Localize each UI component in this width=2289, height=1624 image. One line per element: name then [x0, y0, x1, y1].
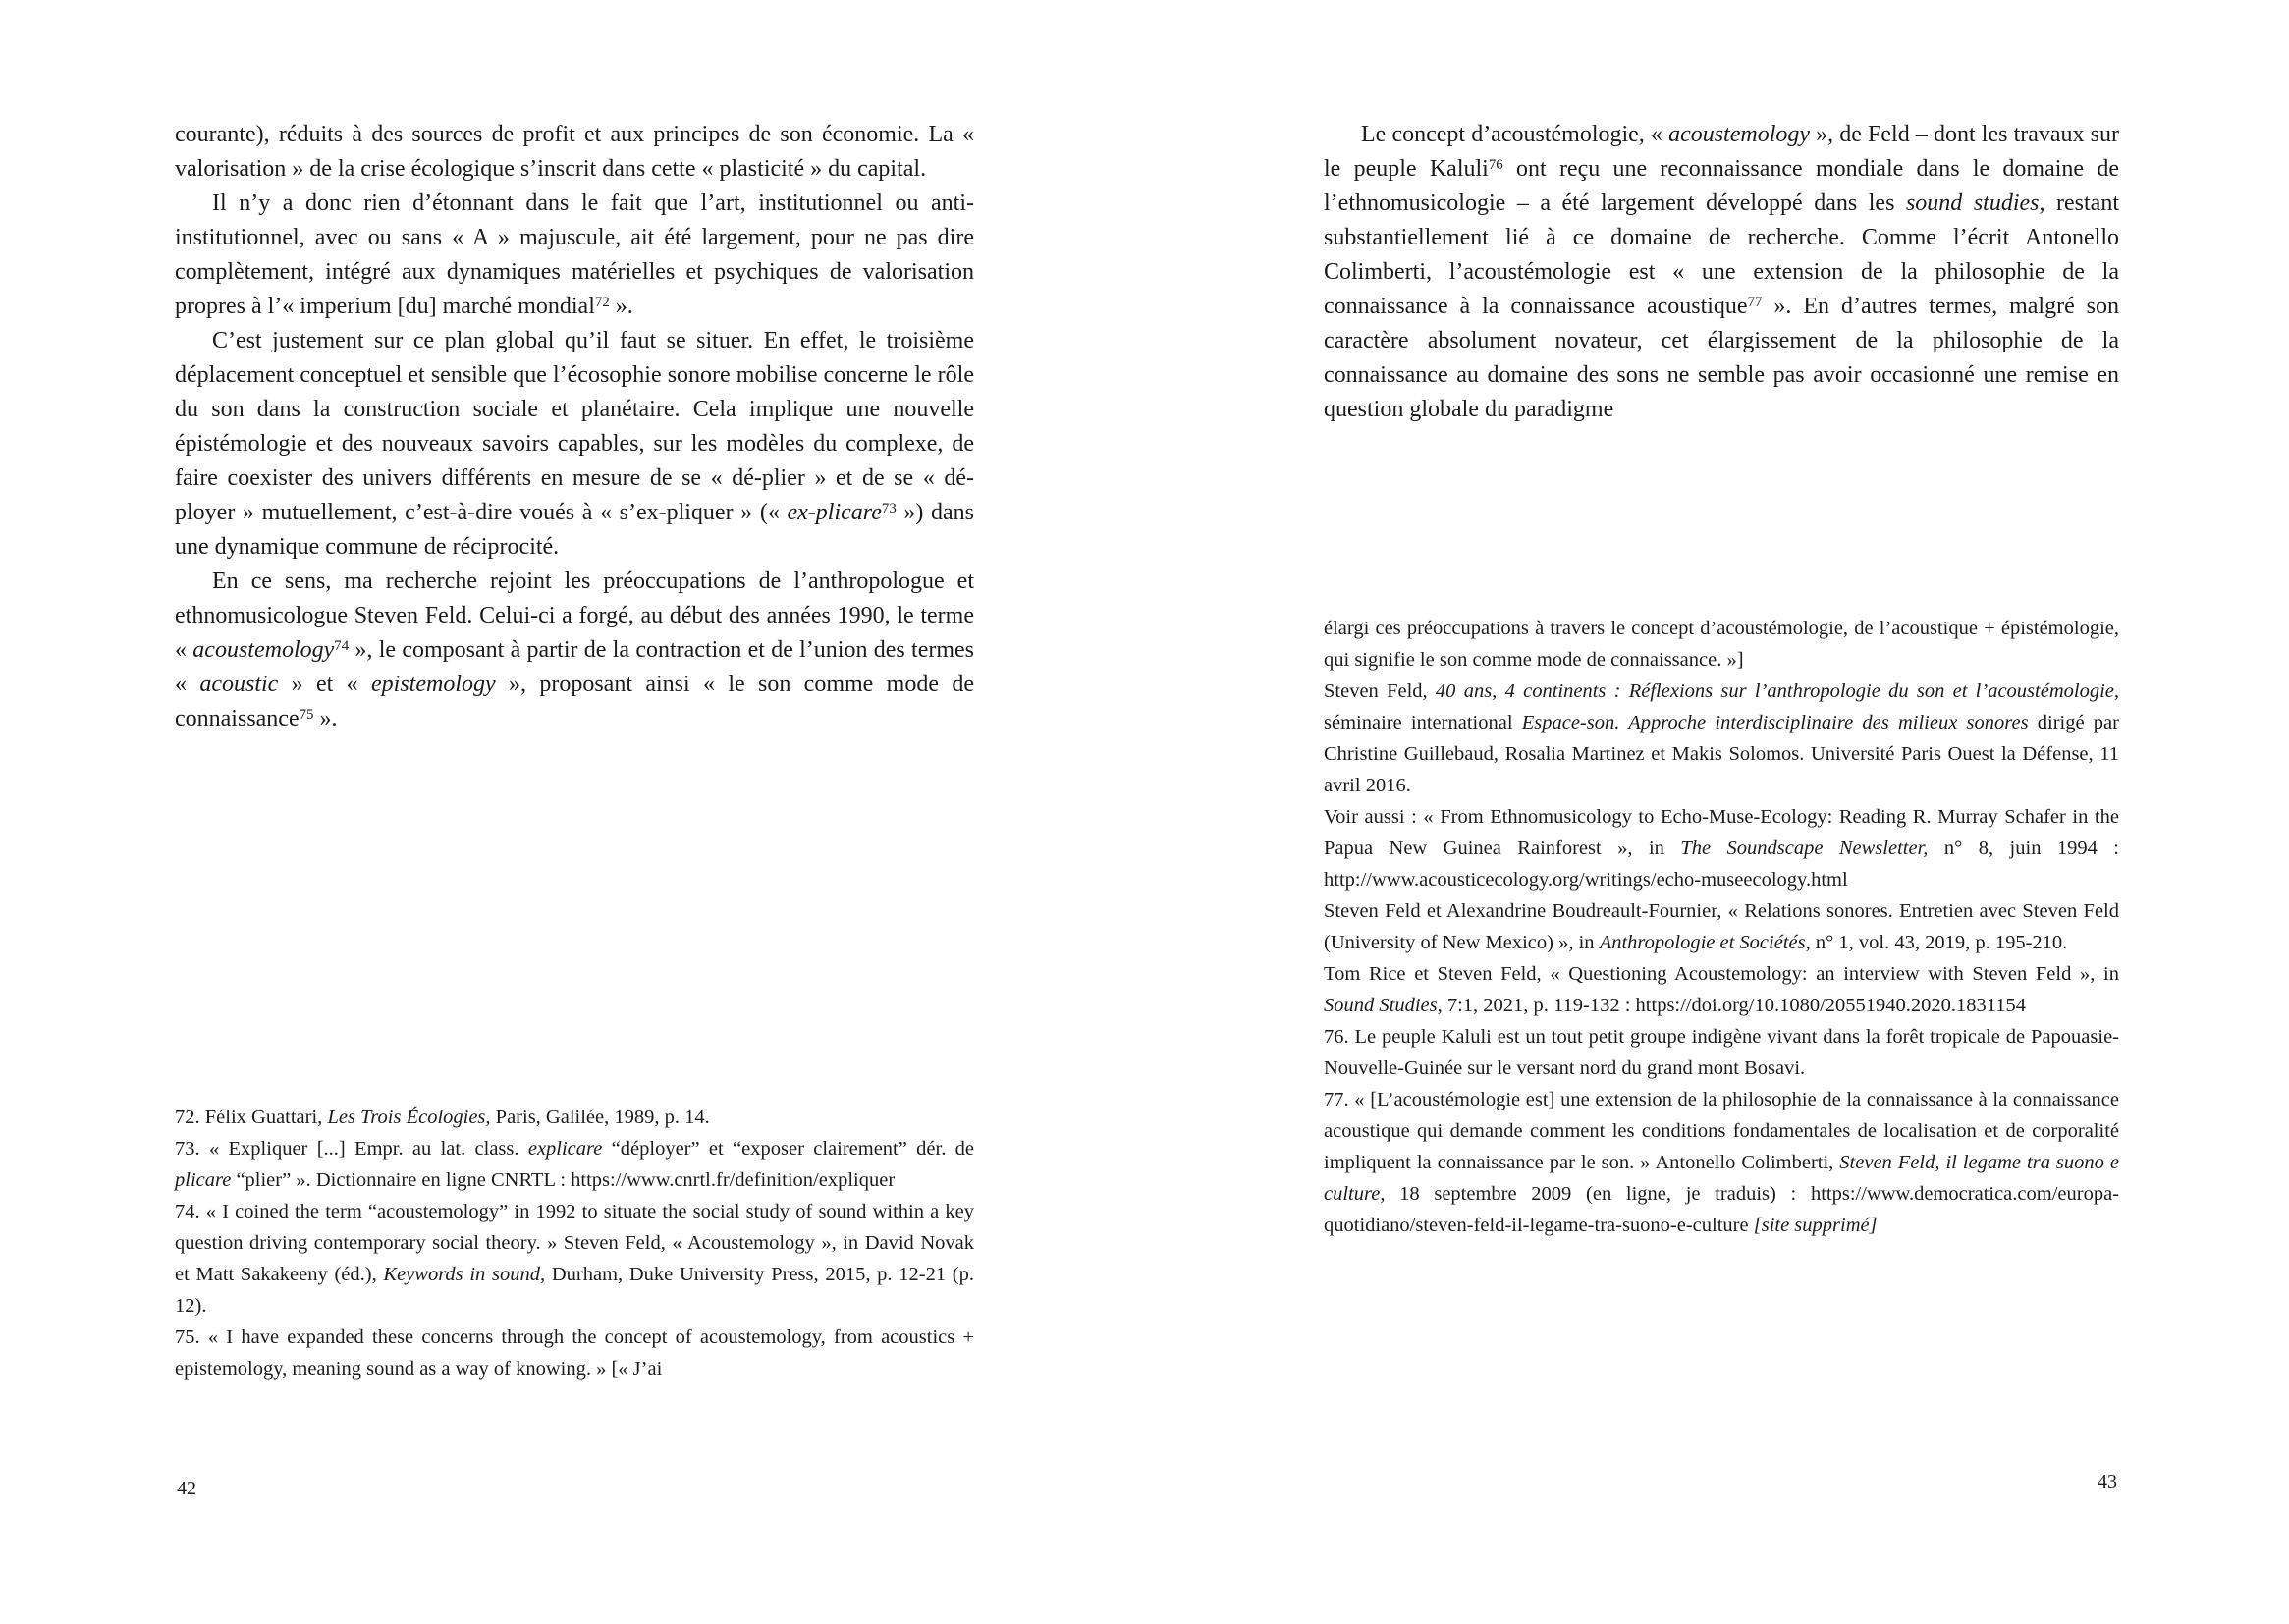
text-segment: élargi ces préoccupations à travers le concept d’acoustémologie, de l’acoustique + épistémologie, qui signifie le son comme mode de connaissance. »] [1324, 618, 2119, 671]
left-page [175, 0, 974, 1624]
text-segment: acoustemology [1668, 122, 1811, 147]
text-segment: , n° 1, vol. 43, 2019, p. 195-210. [1805, 932, 2068, 953]
text-segment: », le composant à partir de la contraction et de l’union des termes « [175, 637, 975, 697]
text-segment: epistemology [371, 672, 496, 697]
text-segment: Keywords in sound [383, 1264, 540, 1285]
text-segment: courante), réduits à des sources de profit et aux principes de son économie. La « valorisation » de la crise écologique s’inscrit dans cette « plasticité » du capital. [175, 122, 974, 182]
text-segment: , Paris, Galilée, 1989, p. 14. [485, 1107, 710, 1128]
text-segment: Steven Feld, il legame tra suono e culture [1324, 1152, 2119, 1205]
text-segment: , séminaire international [1324, 680, 2119, 733]
paragraph [175, 187, 974, 324]
text-segment: “déployer” et “exposer clairement” dér. de [602, 1138, 975, 1160]
text-segment: ». [313, 706, 338, 731]
paragraph [1324, 118, 2119, 427]
text-segment: C’est justement sur ce plan global qu’il faut se situer. En effet, le troisième déplacement conceptuel et sensible que l’écosophie sonore mobilise concerne le rôle du son dans la construction sociale et planétaire. Cela implique une nouvelle épistémologie et des nouveaux savoirs capables, sur les modèles du complexe, de faire coexister des univers différents en mesure de se « dé-plier » et de se « dé-ployer » mutuellement, c’est-à-dire voués à « s’ex-pliquer » (« [175, 328, 974, 525]
paragraph [1324, 801, 2119, 895]
text-segment: , Durham, Duke University Press, 2015, p. 12-21 (p. 12). [175, 1264, 974, 1317]
text-segment: , 7:1, 2021, p. 119-132 : https://doi.org/10.1080/20551940.2020.1831154 [1437, 995, 2027, 1016]
paragraph [175, 118, 974, 187]
text-segment: Le concept d’acoustémologie, « [1361, 122, 1669, 147]
text-segment: plicare [175, 1169, 232, 1191]
text-segment: Voir aussi : « From Ethnomusicology to Echo-Muse-Ecology: Reading R. Murray Schafer in the Papua New Guinea Rainforest », in [1324, 806, 2119, 859]
page-number-left: 42 [177, 1478, 196, 1499]
paragraph [1324, 1021, 2119, 1084]
text-segment: Steven Feld, [1324, 680, 1436, 702]
paragraph [1324, 895, 2119, 958]
paragraph [1324, 676, 2119, 801]
text-segment: Espace-son. Approche interdisciplinaire des milieux sonores [1521, 712, 2029, 733]
text-segment: Sound Studies [1324, 995, 1438, 1016]
text-segment: 74. « I coined the term “acoustemology” in 1992 to situate the social study of sound within a key question driving contemporary social theory. » Steven Feld, « Acoustemology », in David Novak et Matt Sakakeeny (éd.), [175, 1201, 974, 1285]
paragraph [175, 324, 974, 565]
text-segment: “plier” ». Dictionnaire en ligne CNRTL : https://www.cnrtl.fr/definition/expliquer [231, 1169, 896, 1191]
text-segment: dirigé par Christine Guillebaud, Rosalia Martinez et Makis Solomos. Université Paris Ouest la Défense, 11 avril 2016. [1324, 712, 2119, 796]
text-segment: Tom Rice et Steven Feld, « Questioning Acoustemology: an interview with Steven Feld », in [1324, 963, 2119, 985]
footnote-ref: 77 [1747, 295, 1763, 311]
footnote-ref: 75 [299, 707, 314, 724]
text-segment: Anthropologie et Sociétés [1599, 932, 1806, 953]
text-segment: , 18 septembre 2009 (en ligne, je traduis) : https://www.democratica.com/europa-quotidiano/steven-feld-il-legame-tra-suono-e-culture [1324, 1183, 2119, 1236]
text-segment: acoustic [199, 672, 279, 697]
text-segment: 73. « Expliquer [...] Empr. au lat. class. [175, 1138, 528, 1160]
paragraph [175, 1133, 974, 1196]
right-page [1324, 0, 2119, 1624]
right-main-text [1324, 118, 2119, 427]
text-segment: acoustemology [192, 637, 335, 663]
left-main-text [175, 118, 974, 736]
footnote-ref: 73 [881, 501, 897, 517]
paragraph [175, 1102, 974, 1133]
text-segment: 72. Félix Guattari, [175, 1107, 328, 1128]
text-segment: [site supprimé] [1753, 1215, 1878, 1236]
text-segment: explicare [527, 1138, 603, 1160]
text-segment: 75. « I have expanded these concerns through the concept of acoustemology, from acoustics + epistemology, meaning sound as a way of knowing. » [« J’ai [175, 1326, 974, 1380]
paragraph [175, 1196, 974, 1322]
paragraph [175, 1322, 974, 1384]
page-number-right: 43 [2098, 1471, 2117, 1492]
text-segment: 76. Le peuple Kaluli est un tout petit groupe indigène vivant dans la forêt tropicale de Papouasie-Nouvelle-Guinée sur le versant nord du grand mont Bosavi. [1324, 1026, 2119, 1079]
paragraph [1324, 958, 2119, 1021]
text-segment: » et « [278, 672, 372, 697]
text-segment: 40 ans, 4 continents : Réflexions sur l’anthropologie du son et l’acoustémologie [1435, 680, 2114, 702]
left-footnotes [175, 1102, 974, 1384]
text-segment: 77. « [L’acoustémologie est] une extension de la philosophie de la connaissance à la connaissance acoustique qui demande comment les conditions fondamentales de localisation et de corporalité impliquent la connaissance par le son. » Antonello Colimberti, [1324, 1089, 2119, 1173]
footnote-ref: 74 [334, 638, 350, 655]
text-segment: ». En d’autres termes, malgré son caractère absolument novateur, cet élargissement de la philosophie de la connaissance au domaine des sons ne semble pas avoir occasionné une remise en question globale du paradigme [1324, 294, 2120, 422]
text-segment: sound studies [1905, 190, 2040, 216]
text-segment: Les Trois Écologies [327, 1107, 486, 1128]
text-segment: ex-plicare [787, 500, 882, 525]
text-segment: The Soundscape Newsletter, [1680, 838, 1929, 859]
text-segment: En ce sens, ma recherche rejoint les préoccupations de l’anthropologue et ethnomusicologue Steven Feld. Celui-ci a forgé, au début des années 1990, le terme « [175, 568, 974, 663]
text-segment: n° 8, juin 1994 : http://www.acousticecology.org/writings/echo-museecology.html [1324, 838, 2120, 891]
text-segment: Steven Feld et Alexandrine Boudreault-Fournier, « Relations sonores. Entretien avec Steven Feld (University of New Mexico) », in [1324, 900, 2119, 953]
footnote-ref: 76 [1488, 157, 1503, 174]
right-footnotes [1324, 613, 2119, 1241]
paragraph [175, 565, 974, 736]
text-segment: », proposant ainsi « le son comme mode de connaissance [175, 672, 974, 731]
text-segment: ont reçu une reconnaissance mondiale dans le domaine de l’ethnomusicologie – a été largement développé dans les [1324, 156, 2119, 216]
text-segment: », de Feld – dont les travaux sur le peuple Kaluli [1324, 122, 2119, 182]
text-segment: , restant substantiellement lié à ce domaine de recherche. Comme l’écrit Antonello Colimberti, l’acoustémologie est « une extension de la philosophie de la connaissance à la connaissance acoustique [1324, 190, 2120, 319]
text-segment: ». [609, 294, 633, 319]
paragraph [1324, 613, 2119, 676]
paragraph [1324, 1084, 2119, 1241]
text-segment: Il n’y a donc rien d’étonnant dans le fait que l’art, institutionnel ou anti-institutionnel, avec ou sans « A » majuscule, ait été largement, pour ne pas dire complètement, intégré aux dynamiques matérielles et psychiques de valorisation propres à l’« imperium [du] marché mondial [175, 190, 974, 319]
text-segment: ») dans une dynamique commune de réciprocité. [175, 500, 975, 560]
footnote-ref: 72 [594, 295, 610, 311]
